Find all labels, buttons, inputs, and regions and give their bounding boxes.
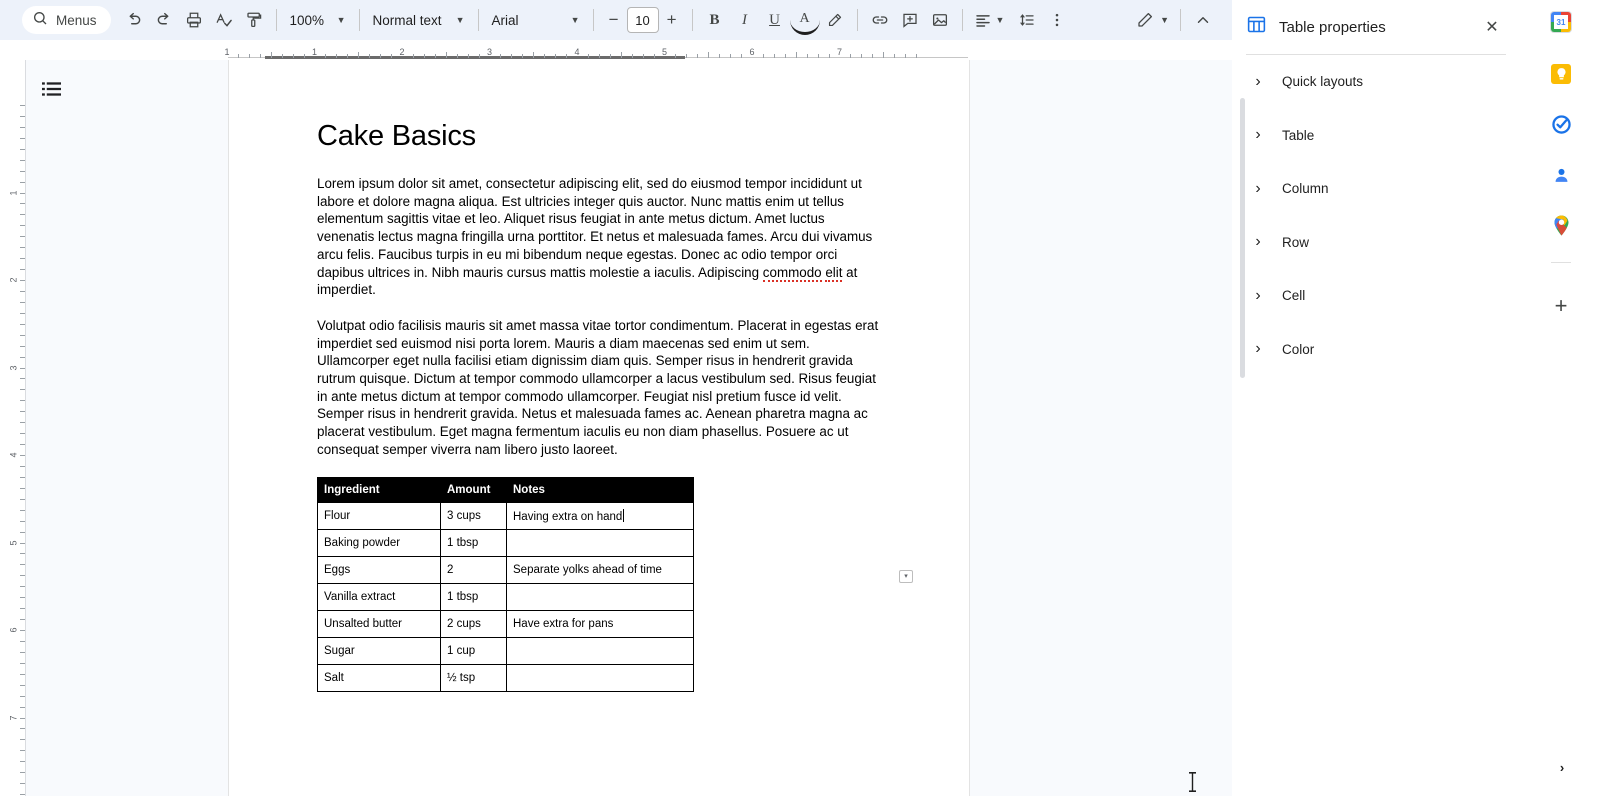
ruler-tick <box>697 54 698 58</box>
add-app-icon[interactable]: + <box>1554 293 1568 318</box>
panel-section-label: Quick layouts <box>1282 74 1364 90</box>
vertical-ruler-tick <box>20 477 25 478</box>
table-cell-notes[interactable]: Separate yolks ahead of time <box>507 556 694 583</box>
vertical-ruler-tick <box>20 433 25 434</box>
vertical-ruler-tick <box>20 346 25 347</box>
vertical-ruler-tick <box>20 378 25 379</box>
ruler-tick <box>654 54 655 58</box>
toolbar-divider <box>359 9 360 31</box>
google-tasks-icon[interactable] <box>1549 112 1573 136</box>
vertical-ruler-tick <box>20 214 25 215</box>
insert-image-icon[interactable] <box>925 5 955 35</box>
table-cell-ingredient[interactable]: Eggs <box>318 556 441 583</box>
panel-section-label: Cell <box>1282 288 1306 304</box>
ruler-tick <box>610 54 611 58</box>
table-row[interactable] <box>318 610 694 637</box>
vertical-ruler-tick <box>20 368 25 369</box>
ruler-tick <box>435 54 436 58</box>
more-options-icon[interactable] <box>1042 5 1072 35</box>
ruler-tick <box>293 54 294 58</box>
vertical-ruler-number: 3 <box>8 364 19 371</box>
vertical-ruler-tick <box>20 652 25 653</box>
column-header-ingredient[interactable]: Ingredient <box>318 477 441 502</box>
vertical-ruler-tick <box>20 269 25 270</box>
vertical-ruler-tick <box>20 685 25 686</box>
vertical-ruler-tick <box>20 586 25 587</box>
align-left-icon[interactable] <box>970 5 996 35</box>
rail-divider <box>1551 262 1571 263</box>
panel-section-cell[interactable] <box>1232 269 1520 323</box>
table-cell-amount[interactable]: 2 <box>441 556 507 583</box>
vertical-ruler-tick <box>20 521 25 522</box>
ruler-tick <box>686 54 687 58</box>
panel-section-column[interactable] <box>1232 162 1520 216</box>
ruler-tick <box>500 54 501 58</box>
table-row[interactable] <box>318 583 694 610</box>
vertical-ruler-tick <box>20 291 25 292</box>
chevron-down-icon: ▼ <box>570 15 580 25</box>
font-size-input[interactable]: 10 <box>627 7 659 33</box>
vertical-ruler-tick <box>20 707 25 708</box>
vertical-ruler-tick <box>20 313 25 314</box>
vertical-ruler-tick <box>20 236 25 237</box>
google-maps-icon[interactable] <box>1549 213 1573 237</box>
panel-section-label: Row <box>1282 234 1310 250</box>
vertical-ruler-tick <box>20 160 25 161</box>
print-icon[interactable] <box>179 5 209 35</box>
italic-button[interactable]: I <box>742 11 748 28</box>
redo-icon[interactable] <box>149 5 179 35</box>
increase-font-size-button[interactable]: + <box>666 10 677 29</box>
vertical-ruler-tick <box>20 564 25 565</box>
vertical-ruler-tick <box>20 553 25 554</box>
font-family-value: Arial <box>491 12 519 28</box>
ruler-tick <box>282 54 283 58</box>
ruler-tick <box>588 54 589 58</box>
ruler-number: 6 <box>749 47 755 57</box>
vertical-ruler-number: 2 <box>8 277 19 283</box>
vertical-ruler-number: 1 <box>8 189 19 196</box>
ruler-tick <box>905 54 906 58</box>
vertical-ruler-tick <box>20 575 25 576</box>
expand-rail-icon[interactable]: › <box>1559 759 1565 775</box>
chevron-down-icon: ▼ <box>336 15 346 25</box>
vertical-ruler-tick <box>20 499 25 500</box>
google-keep-icon[interactable] <box>1549 62 1573 86</box>
vertical-ruler-tick <box>20 258 25 259</box>
ruler-tick <box>883 52 884 58</box>
vertical-ruler-tick <box>20 466 25 467</box>
vertical-ruler-tick <box>20 718 25 719</box>
vertical-ruler-tick <box>20 422 25 423</box>
ruler-tick <box>380 54 381 58</box>
vertical-ruler-tick <box>20 411 25 412</box>
ruler-tick <box>774 54 775 58</box>
table-properties-icon <box>1246 14 1267 40</box>
ruler-tick <box>544 54 545 58</box>
ruler-tick <box>566 54 567 58</box>
vertical-ruler-tick <box>20 696 25 697</box>
ruler-number: 4 <box>574 47 580 57</box>
vertical-ruler-tick <box>20 510 25 511</box>
vertical-ruler-tick <box>20 739 25 740</box>
vertical-ruler-tick <box>20 247 25 248</box>
table-cell-notes[interactable]: Having extra on hand <box>507 502 694 529</box>
panel-section-table[interactable] <box>1232 109 1520 163</box>
table-cell-notes[interactable] <box>507 583 694 610</box>
text-color-button[interactable]: A <box>790 5 820 35</box>
ruler-tick <box>818 54 819 58</box>
ruler-tick <box>479 54 480 58</box>
vertical-ruler-tick <box>20 619 25 620</box>
ruler-tick <box>260 54 261 58</box>
ruler-tick <box>391 54 392 58</box>
table-header-row <box>318 477 694 502</box>
table-body <box>318 502 694 691</box>
vertical-ruler-number: 4 <box>8 452 19 458</box>
toolbar-divider <box>1180 9 1181 31</box>
vertical-ruler-tick <box>20 641 25 642</box>
add-comment-icon[interactable] <box>895 5 925 35</box>
vertical-ruler-tick <box>20 171 25 172</box>
paragraph-style-select[interactable] <box>367 6 471 34</box>
toolbar-divider <box>593 9 594 31</box>
misspelled-word-commodo[interactable]: commodo <box>762 264 822 280</box>
paragraph-2[interactable]: Volutpat odio facilisis mauris sit amet massa vitae tortor condimentum. Placerat in egestas erat imperdiet sed euismod nisi porta lorem. Mauris a diam maecenas sed enim ut sem. Ullamcorper eget nulla facilisi etiam dignissim diam quis. Semper risus in hendrerit gravida rutrum quisque. Dictum at tempor commodo ullamcorper a lacus vestibulum sed. Risus feugiat in ante metus dictum at tempor commodo ullamcorper. Feugiat nisl pretium fusce id velit. Semper risus in hendrerit gravida. Netus et malesuada fames ac. Aenean pharetra magna ac placerat vestibulum. Eget magna fermentum iaculis eu non diam phasellus. Posuere ac ut consequat semper viverra nam libero justo laoreet. <box>317 317 879 457</box>
vertical-ruler-tick <box>20 138 25 139</box>
vertical-ruler-tick <box>20 543 25 544</box>
undo-icon[interactable] <box>119 5 149 35</box>
ruler-tick <box>413 54 414 58</box>
ruler-tick <box>675 54 676 58</box>
ruler-tick <box>369 54 370 58</box>
ruler-number: 1 <box>224 47 230 57</box>
panel-section-row[interactable] <box>1232 216 1520 270</box>
toolbar-divider <box>478 9 479 31</box>
ruler-tick <box>850 54 851 58</box>
vertical-ruler-tick <box>20 193 25 194</box>
paragraph-1-tail: at imperdiet. <box>317 264 858 298</box>
document-title[interactable]: Cake Basics <box>317 120 476 152</box>
toolbar-divider <box>962 9 963 31</box>
table-row[interactable] <box>318 637 694 664</box>
vertical-ruler-tick <box>20 597 25 598</box>
table-cell-ingredient[interactable]: Sugar <box>318 637 441 664</box>
panel-section-label: Color <box>1282 341 1315 357</box>
panel-section-label: Table <box>1282 127 1315 143</box>
ruler-number: 2 <box>399 47 405 57</box>
table-cell-ingredient[interactable]: Salt <box>318 664 441 691</box>
ruler-tick <box>522 54 523 58</box>
close-icon[interactable]: ✕ <box>1485 19 1499 36</box>
table-row[interactable] <box>318 664 694 691</box>
vertical-ruler-tick <box>20 400 25 401</box>
ruler-tick <box>861 54 862 58</box>
ruler-number: 5 <box>661 47 668 57</box>
chevron-right-icon: › <box>1255 340 1261 358</box>
ruler-tick <box>807 54 808 58</box>
search-icon <box>32 10 48 31</box>
side-app-rail <box>1520 0 1600 796</box>
ruler-number: 7 <box>836 47 843 57</box>
ruler-tick <box>468 54 469 58</box>
table-row[interactable] <box>318 502 694 529</box>
vertical-ruler-tick <box>20 182 25 183</box>
cell-resize-handle-icon[interactable]: ▾ <box>899 570 913 583</box>
ruler-tick <box>424 54 425 58</box>
chevron-right-icon: › <box>1255 126 1261 144</box>
underline-button[interactable]: U <box>769 11 780 28</box>
table-cell-amount[interactable]: 3 cups <box>441 502 507 529</box>
vertical-ruler-tick <box>20 127 25 128</box>
ruler-tick <box>730 54 731 58</box>
vertical-ruler-tick <box>20 663 25 664</box>
vertical-ruler-tick <box>20 389 25 390</box>
table-cell-amount[interactable]: 1 cup <box>441 637 507 664</box>
edit-mode-chevron-down-icon[interactable]: ▼ <box>1160 15 1169 25</box>
chevron-right-icon: › <box>1255 286 1261 304</box>
vertical-ruler-tick <box>20 761 25 762</box>
panel-section-quick-layouts[interactable] <box>1232 55 1520 109</box>
calendar-day-number: 31 <box>1554 15 1568 29</box>
ruler-tick <box>325 54 326 58</box>
table-properties-panel <box>1232 0 1520 796</box>
ruler-tick <box>533 52 534 58</box>
vertical-ruler-tick <box>20 105 25 106</box>
spellcheck-icon[interactable] <box>209 5 239 35</box>
align-chevron-down-icon[interactable]: ▼ <box>995 15 1005 25</box>
ruler-tick <box>358 52 359 58</box>
vertical-ruler-tick <box>20 674 25 675</box>
show-document-outline-icon[interactable] <box>34 72 68 106</box>
ruler-tick <box>238 54 239 58</box>
ruler-tick <box>708 52 709 58</box>
edit-pencil-icon[interactable] <box>1130 5 1160 35</box>
table-row[interactable] <box>318 556 694 583</box>
ruler-number: 1 <box>311 47 318 57</box>
panel-sections <box>1232 55 1520 376</box>
editor-canvas <box>26 60 1232 796</box>
panel-title: Table properties <box>1279 18 1386 36</box>
line-spacing-icon[interactable] <box>1012 5 1042 35</box>
collapse-toolbar-icon[interactable] <box>1188 5 1218 35</box>
ruler-tick <box>304 54 305 58</box>
table-cell-notes[interactable] <box>507 529 694 556</box>
panel-vertical-scrollbar[interactable] <box>1240 98 1245 378</box>
vertical-ruler-number: 5 <box>8 539 19 546</box>
column-header-notes[interactable]: Notes <box>507 477 694 502</box>
highlight-pen-icon[interactable] <box>820 5 850 35</box>
ruler-number: 3 <box>486 47 493 57</box>
menus-search-button[interactable] <box>22 6 111 34</box>
vertical-ruler-tick <box>20 357 25 358</box>
ruler-tick <box>785 54 786 58</box>
document-body[interactable] <box>317 120 883 692</box>
vertical-ruler-tick <box>20 203 25 204</box>
ruler-tick <box>599 54 600 58</box>
zoom-value: 100% <box>289 12 325 28</box>
vertical-ruler-tick <box>20 608 25 609</box>
vertical-ruler-tick <box>20 225 25 226</box>
ruler-tick <box>271 52 272 58</box>
horizontal-ruler[interactable] <box>0 40 1232 60</box>
vertical-ruler-tick <box>20 149 25 150</box>
text-cursor-ibeam <box>1189 772 1196 792</box>
table-cell-amount[interactable]: 1 tbsp <box>441 583 507 610</box>
vertical-ruler-tick <box>20 532 25 533</box>
font-family-select[interactable] <box>486 6 586 34</box>
vertical-ruler-number: 6 <box>8 627 19 633</box>
toolbar-divider <box>857 9 858 31</box>
vertical-ruler-tick <box>20 783 25 784</box>
paint-format-icon[interactable] <box>239 5 269 35</box>
ruler-tick <box>719 54 720 58</box>
ruler-tick <box>446 52 447 58</box>
top-toolbar <box>0 0 1232 40</box>
vertical-ruler-tick <box>20 280 25 281</box>
misspelled-word-elit[interactable]: elit <box>825 264 843 280</box>
vertical-ruler-number: 7 <box>8 714 19 721</box>
paragraph-1[interactable] <box>317 175 883 299</box>
zoom-select[interactable] <box>284 6 352 34</box>
table-cell-ingredient[interactable]: Flour <box>318 502 441 529</box>
vertical-ruler-tick <box>20 455 25 456</box>
ruler-tick <box>249 54 250 58</box>
ruler-tick <box>632 54 633 58</box>
ruler-tick <box>796 52 797 58</box>
vertical-ruler-tick <box>20 302 25 303</box>
table-cell-amount[interactable]: ½ tsp <box>441 664 507 691</box>
table-cell-amount[interactable]: 2 cups <box>441 610 507 637</box>
vertical-ruler-tick <box>20 750 25 751</box>
insert-link-icon[interactable] <box>865 5 895 35</box>
vertical-ruler-tick <box>20 444 25 445</box>
panel-section-color[interactable] <box>1232 323 1520 377</box>
panel-section-label: Column <box>1282 181 1329 197</box>
vertical-ruler-tick <box>20 116 25 117</box>
paragraph-style-value: Normal text <box>372 12 442 28</box>
ruler-tick <box>741 54 742 58</box>
vertical-ruler-tick <box>20 772 25 773</box>
chevron-right-icon: › <box>1255 233 1261 251</box>
vertical-ruler-tick <box>20 488 25 489</box>
text-caret <box>623 509 624 522</box>
vertical-ruler-tick <box>20 794 25 795</box>
vertical-ruler-tick <box>20 324 25 325</box>
toolbar-divider <box>692 9 693 31</box>
ruler-tick <box>872 54 873 58</box>
vertical-ruler-tick <box>20 630 25 631</box>
google-calendar-icon[interactable] <box>1549 10 1573 34</box>
chevron-right-icon: › <box>1255 72 1261 90</box>
ruler-tick <box>894 54 895 58</box>
ruler-tick <box>457 54 458 58</box>
ruler-tick <box>643 54 644 58</box>
ruler-tick <box>763 54 764 58</box>
document-page[interactable] <box>228 60 970 796</box>
column-header-amount[interactable]: Amount <box>441 477 507 502</box>
vertical-ruler[interactable] <box>0 60 26 796</box>
chevron-right-icon: › <box>1255 179 1261 197</box>
ruler-tick <box>916 54 917 58</box>
ruler-tick <box>511 54 512 58</box>
table-cell-notes[interactable] <box>507 664 694 691</box>
table-cell-notes[interactable] <box>507 637 694 664</box>
vertical-ruler-tick <box>20 728 25 729</box>
table-cell-ingredient[interactable]: Baking powder <box>318 529 441 556</box>
ruler-tick <box>347 54 348 58</box>
ruler-tick <box>336 54 337 58</box>
table-cell-amount[interactable]: 1 tbsp <box>441 529 507 556</box>
contacts-icon[interactable] <box>1549 163 1573 187</box>
table-row[interactable] <box>318 529 694 556</box>
vertical-ruler-tick <box>20 335 25 336</box>
ingredients-table[interactable] <box>317 477 694 692</box>
table-cell-notes[interactable]: Have extra for pans <box>507 610 694 637</box>
ruler-tick <box>829 54 830 58</box>
ruler-tick <box>621 52 622 58</box>
panel-header <box>1232 0 1520 54</box>
ruler-text-area <box>265 56 685 59</box>
paragraph-1-text: Lorem ipsum dolor sit amet, consectetur adipiscing elit, sed do eiusmod tempor incididunt ut labore et dolore magna aliqua. Est ultricies integer quis auctor. Nunc mattis enim ut tellus elementum sagittis vitae et leo. Aliquet risus feugiat in ante metus dictum. Amet luctus venenatis lectus magna fringilla urna porttitor. Et netus et malesuada fames. Arcu dui vivamus arcu felis. Faucibus turpis in eu mi bibendum neque egestas. Donec ac odio tempor orci dapibus ultrices in. Nibh mauris cursus mattis molestie a iaculis. Adipiscing <box>317 176 873 280</box>
bold-button[interactable]: B <box>709 11 720 28</box>
decrease-font-size-button[interactable]: − <box>608 10 619 29</box>
menus-label: Menus <box>56 12 97 28</box>
table-cell-ingredient[interactable]: Vanilla extract <box>318 583 441 610</box>
toolbar-divider <box>276 9 277 31</box>
ruler-tick <box>555 54 556 58</box>
chevron-down-icon: ▼ <box>455 15 465 25</box>
table-cell-ingredient[interactable]: Unsalted butter <box>318 610 441 637</box>
